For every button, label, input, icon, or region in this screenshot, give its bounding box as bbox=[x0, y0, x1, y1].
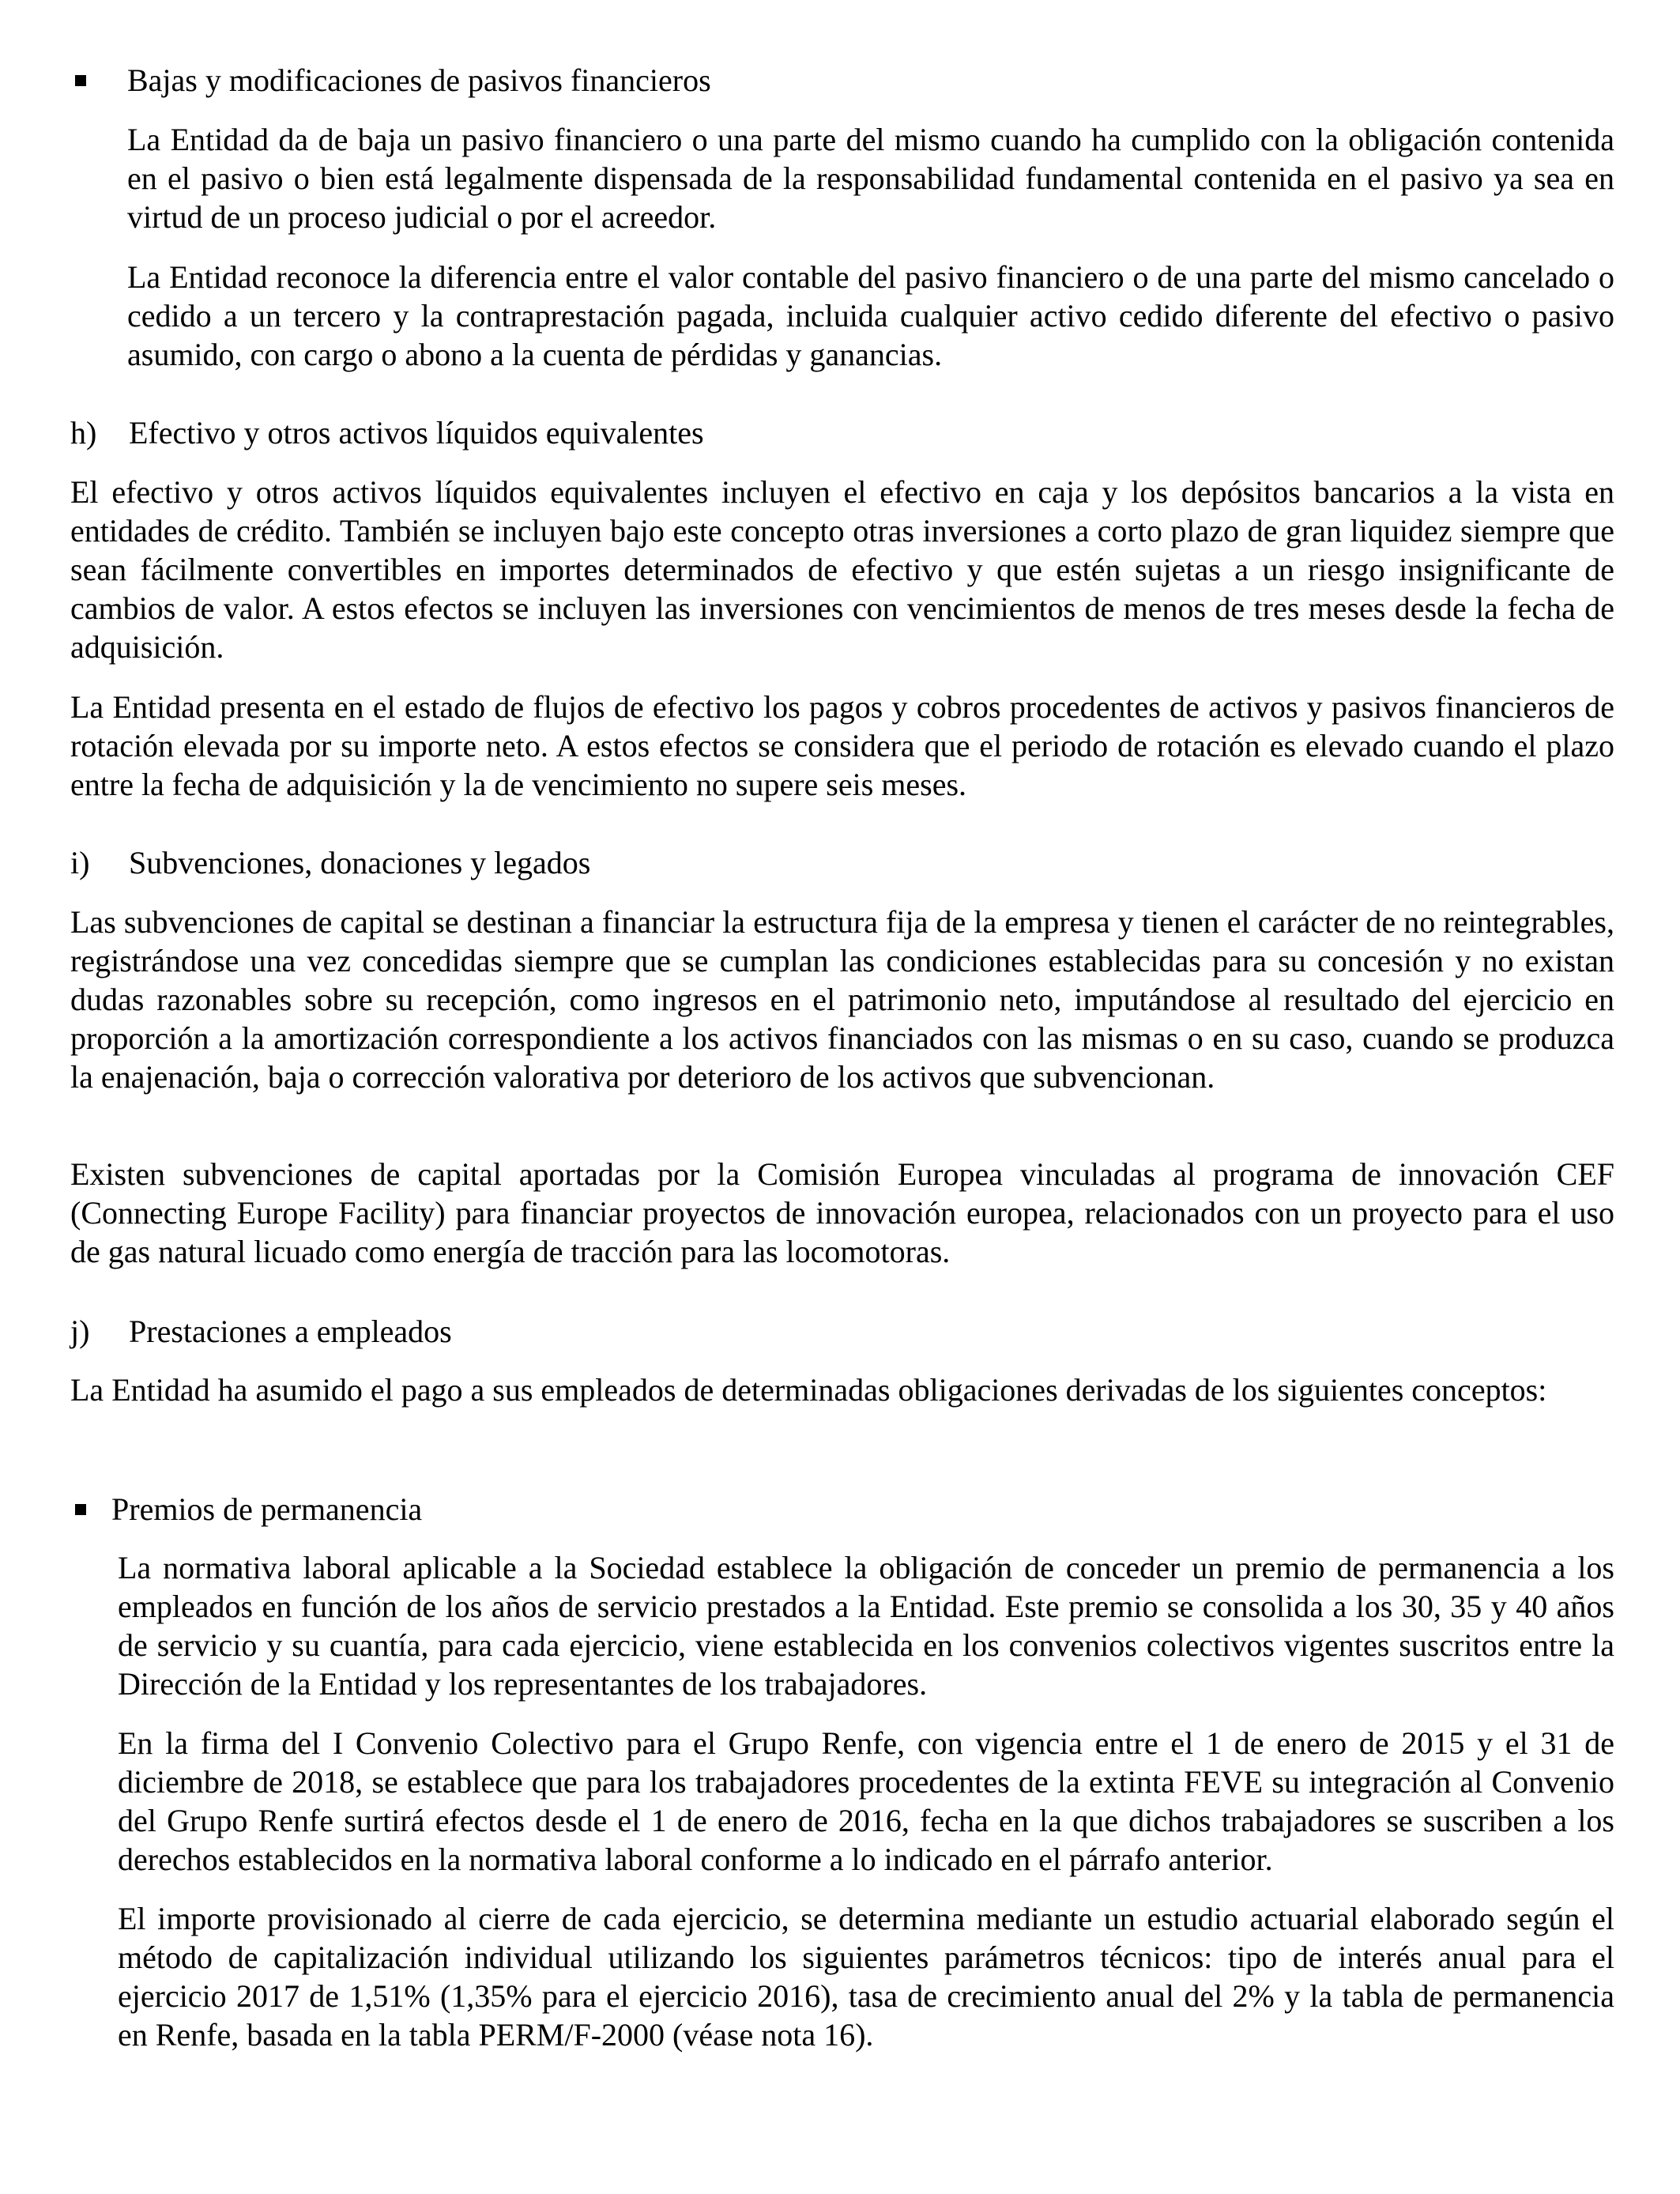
paragraph-h-1: El efectivo y otros activos líquidos equivalentes incluyen el efectivo en caja y los depósitos bancarios a la vista en entidades de crédito. También se incluyen bajo este concepto otras inversiones a corto plazo de gran liquidez siempre que sean fácilmente convertibles en importes determinados de efectivo y que estén sujetas a un riesgo insignificante de cambios de valor. A estos efectos se incluyen las inversiones con vencimientos de menos de tres meses desde la fecha de adquisición. bbox=[70, 474, 1614, 665]
heading-h-marker: h) bbox=[70, 415, 97, 450]
paragraph-i-1: Las subvenciones de capital se destinan a financiar la estructura fija de la empresa y tienen el carácter de no reintegrables, registrándose una vez concedidas siempre que se cumplan las condiciones establecidas para su concesión y no existan dudas razonables sobre su recepción, como ingresos en el patrimonio neto, imputándose al resultado del ejercicio en proporción a la amortización correspondiente a los activos financiados con las mismas o en su caso, cuando se produzca la enajenación, baja o corrección valorativa por deterioro de los activos que subvencionan. bbox=[70, 904, 1614, 1095]
paragraph-bajas-2: La Entidad reconoce la diferencia entre el valor contable del pasivo financiero o de una parte del mismo cancelado o cedido a un tercero y la contraprestación pagada, incluida cualquier activo cedido diferente del efectivo o pasivo asumido, con cargo o abono a la cuenta de pérdidas y ganancias. bbox=[127, 259, 1614, 372]
heading-premios bbox=[111, 1490, 422, 1529]
heading-i-title: Subvenciones, donaciones y legados bbox=[129, 845, 591, 880]
square-bullet-icon bbox=[75, 1504, 86, 1515]
paragraph-i-2: Existen subvenciones de capital aportadas por la Comisión Europea vinculadas al programa de innovación CEF (Connecting Europe Facility) para financiar proyectos de innovación europea, relacionados con un proyecto para el uso de gas natural licuado como energía de tracción para las locomotoras. bbox=[70, 1156, 1614, 1269]
paragraph-j-1: La Entidad ha asumido el pago a sus empleados de determinadas obligaciones derivadas de los siguientes conceptos: bbox=[70, 1372, 1547, 1408]
paragraph-bajas-1: La Entidad da de baja un pasivo financiero o una parte del mismo cuando ha cumplido con la obligación contenida en el pasivo o bien está legalmente dispensada de la responsabilidad fundamental contenida en el pasivo ya sea en virtud de un proceso judicial o por el acreedor. bbox=[127, 122, 1614, 235]
heading-premios-title: Premios de permanencia bbox=[111, 1491, 423, 1527]
paragraph-premios-3: El importe provisionado al cierre de cada ejercicio, se determina mediante un estudio actuarial elaborado según el método de capitalización individual utilizando los siguientes parámetros técnicos: tipo de interés anual para el ejercicio 2017 de 1,51% (1,35% para el ejercicio 2016), tasa de crecimiento anual del 2% y la tabla de permanencia en Renfe, basada en la tabla PERM/F-2000 (véase nota 16). bbox=[118, 1901, 1614, 2053]
paragraph-premios-2: En la firma del I Convenio Colectivo para el Grupo Renfe, con vigencia entre el 1 de enero de 2015 y el 31 de diciembre de 2018, se establece que para los trabajadores procedentes de la extinta FEVE su integración al Convenio del Grupo Renfe surtirá efectos desde el 1 de enero de 2016, fecha en la que dichos trabajadores se suscriben a los derechos establecidos en la normativa laboral conforme a lo indicado en el párrafo anterior. bbox=[118, 1725, 1614, 1877]
square-bullet-icon bbox=[75, 75, 86, 86]
heading-bajas-title: Bajas y modificaciones de pasivos financieros bbox=[127, 62, 711, 98]
heading-j-title: Prestaciones a empleados bbox=[129, 1314, 452, 1349]
heading-i-marker: i) bbox=[70, 845, 90, 880]
heading-h bbox=[70, 413, 704, 453]
heading-h-title: Efectivo y otros activos líquidos equivalentes bbox=[129, 415, 704, 450]
heading-j bbox=[70, 1312, 452, 1351]
paragraph-premios-1: La normativa laboral aplicable a la Sociedad establece la obligación de conceder un premio de permanencia a los empleados en función de los años de servicio prestados a la Entidad. Este premio se consolida a los 30, 35 y 40 años de servicio y su cuantía, para cada ejercicio, viene establecida en los convenios colectivos vigentes suscritos entre la Dirección de la Entidad y los representantes de los trabajadores. bbox=[118, 1550, 1614, 1702]
heading-j-marker: j) bbox=[70, 1314, 90, 1349]
heading-i bbox=[70, 843, 590, 883]
paragraph-h-2: La Entidad presenta en el estado de flujos de efectivo los pagos y cobros procedentes de activos y pasivos financieros de rotación elevada por su importe neto. A estos efectos se considera que el periodo de rotación es elevado cuando el plazo entre la fecha de adquisición y la de vencimiento no supere seis meses. bbox=[70, 689, 1614, 802]
heading-bajas bbox=[127, 61, 711, 100]
